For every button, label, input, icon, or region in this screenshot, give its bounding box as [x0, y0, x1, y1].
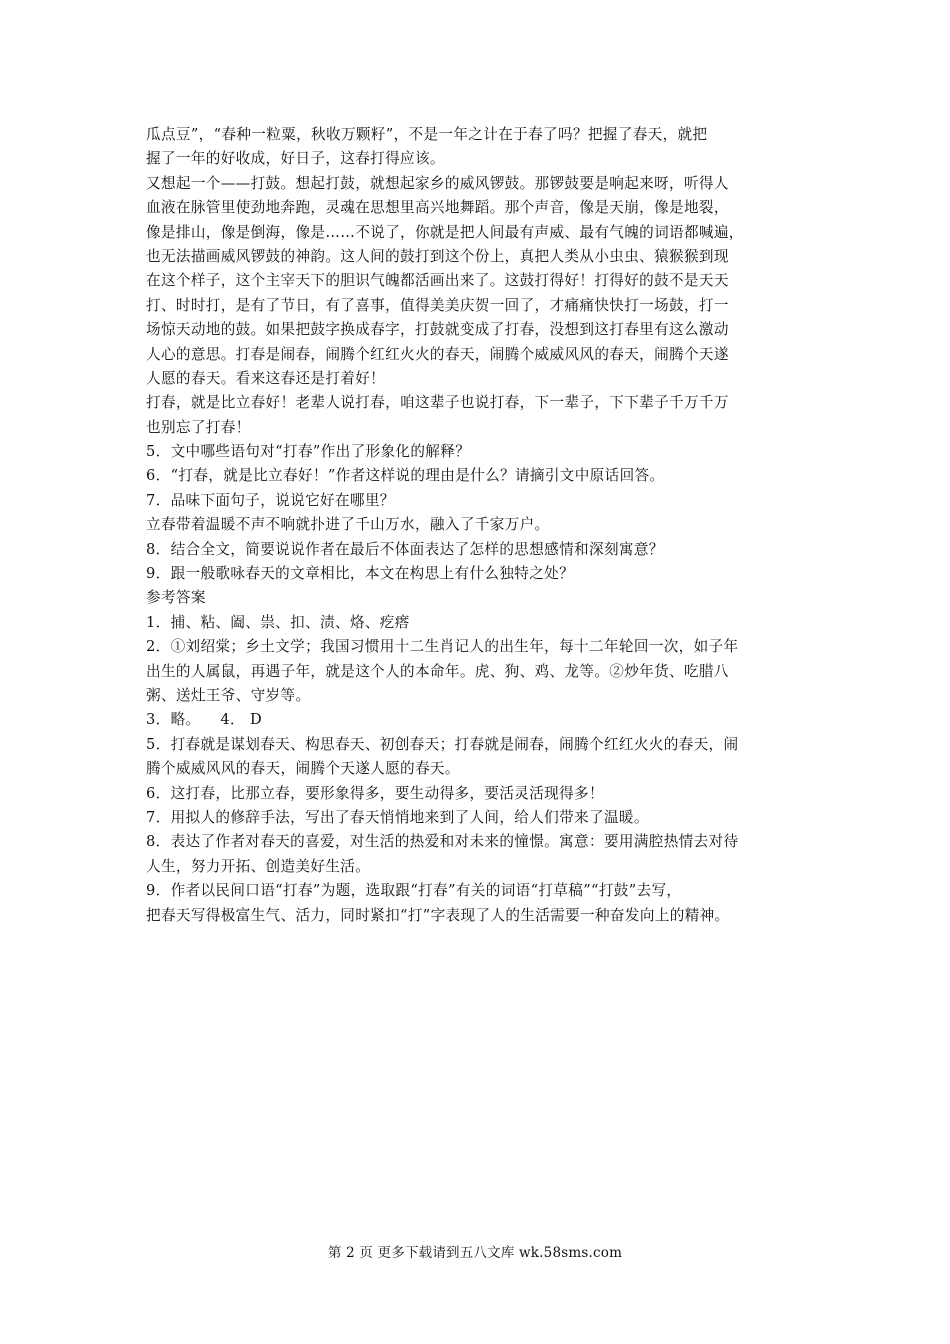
page-footer: 第 2 页 更多下载请到五八文库 wk.58sms.com	[327, 1245, 623, 1261]
text-line: 人愿的春天。看来这春还是打着好！	[146, 369, 386, 387]
text-line: 9．作者以民间口语“打春”为题，选取跟“打春”有关的词语“打草稿”“打鼓”去写，	[146, 882, 682, 900]
text-line: 6．“打春，就是比立春好！”作者这样说的理由是什么？请摘引文中原话回答。	[146, 467, 665, 485]
question-7	[146, 489, 814, 513]
text-line: 打、时时打，是有了节日，有了喜事，值得美美庆贺一回了，才痛痛快快打一场鼓，打一	[146, 296, 729, 314]
text-line: 像是排山，像是倒海，像是……不说了，你就是把人间最有声威、最有气魄的词语都喊遍，	[146, 223, 744, 241]
paragraph-drumming	[146, 172, 814, 392]
question-5	[146, 440, 814, 464]
text-line: 1．捕、粘、阖、祟、扣、渍、烙、疙瘩	[146, 613, 410, 631]
text-line: 也无法描画威风锣鼓的神韵。这人间的鼓打到这个份上，真把人类从小虫虫、猿猴猴到现	[146, 247, 729, 265]
answer-5	[146, 733, 814, 782]
question-8	[146, 538, 814, 562]
text-line: 5．文中哪些语句对“打春”作出了形象化的解释？	[146, 443, 471, 461]
text-line: 2．①刘绍棠；乡土文学；我国习惯用十二生肖记人的出生年，每十二年轮回一次，如子年	[146, 638, 739, 656]
answer-1	[146, 611, 814, 635]
text-line: 握了一年的好收成，好日子，这春打得应该。	[146, 150, 445, 168]
document-body	[146, 123, 814, 928]
question-9	[146, 562, 814, 586]
answers-heading	[146, 586, 814, 610]
paragraph-conclusion	[146, 391, 814, 440]
paragraph-spring-sowing	[146, 123, 814, 172]
text-line: 把春天写得极富生气、活力，同时紧扣“打”字表现了人的生活需要一种奋发向上的精神。	[146, 906, 730, 924]
text-line: 3．略。 4． D	[146, 711, 263, 729]
text-line: 8．结合全文，简要说说作者在最后不体面表达了怎样的思想感情和深刻寓意？	[146, 540, 664, 558]
text-line: 7．品味下面句子，说说它好在哪里？	[146, 491, 395, 509]
answer-6	[146, 782, 814, 806]
answer-9	[146, 879, 814, 928]
text-line: 参考答案	[146, 589, 206, 607]
text-line: 又想起一个——打鼓。想起打鼓，就想起家乡的威风锣鼓。那锣鼓要是响起来呀，听得人	[146, 174, 729, 192]
text-line: 在这个样子，这个主宰天下的胆识气魄都活画出来了。这鼓打得好！打得好的鼓不是天天	[146, 272, 729, 290]
text-line: 立春带着温暖不声不响就扑进了千山万水，融入了千家万户。	[146, 516, 550, 534]
text-line: 场惊天动地的鼓。如果把鼓字换成春字，打鼓就变成了打春，没想到这打春里有这么激动	[146, 321, 729, 339]
text-line: 9．跟一般歌咏春天的文章相比，本文在构思上有什么独特之处？	[146, 565, 575, 583]
text-line: 粥、送灶王爷、守岁等。	[146, 686, 311, 704]
answer-2	[146, 635, 814, 708]
answer-3-4	[146, 708, 814, 732]
text-line: 出生的人属鼠，再遇子年，就是这个人的本命年。虎、狗、鸡、龙等。②炒年货、吃腊八	[146, 662, 729, 680]
text-line: 7．用拟人的修辞手法，写出了春天悄悄地来到了人间，给人们带来了温暖。	[146, 808, 649, 826]
answer-7	[146, 806, 814, 830]
text-line: 6．这打春，比那立春，要形象得多，要生动得多，要活灵活现得多！	[146, 784, 604, 802]
text-line: 人生，努力开拓、创造美好生活。	[146, 857, 371, 875]
text-line: 打春，就是比立春好！老辈人说打春，咱这辈子也说打春，下一辈子，下下辈子千万千万	[146, 394, 729, 412]
text-line: 8．表达了作者对春天的喜爱，对生活的热爱和对未来的憧憬。寓意：要用满腔热情去对待	[146, 833, 739, 851]
text-line: 5．打春就是谋划春天、构思春天、初创春天；打春就是闹春，闹腾个红红火火的春天，闹	[146, 735, 739, 753]
text-line: 血液在脉管里使劲地奔跑，灵魂在思想里高兴地舞蹈。那个声音，像是天崩，像是地裂，	[146, 199, 729, 217]
text-line: 腾个威威风风的春天，闹腾个天遂人愿的春天。	[146, 760, 460, 778]
question-6	[146, 464, 814, 488]
question-7-sentence	[146, 513, 814, 537]
text-line: 也别忘了打春！	[146, 418, 251, 436]
text-line: 人心的意思。打春是闹春，闹腾个红红火火的春天，闹腾个威威风风的春天，闹腾个天遂	[146, 345, 729, 363]
answer-8	[146, 830, 814, 879]
text-line: 瓜点豆”，“春种一粒粟，秋收万颗籽”，不是一年之计在于春了吗？把握了春天，就把	[146, 126, 708, 143]
